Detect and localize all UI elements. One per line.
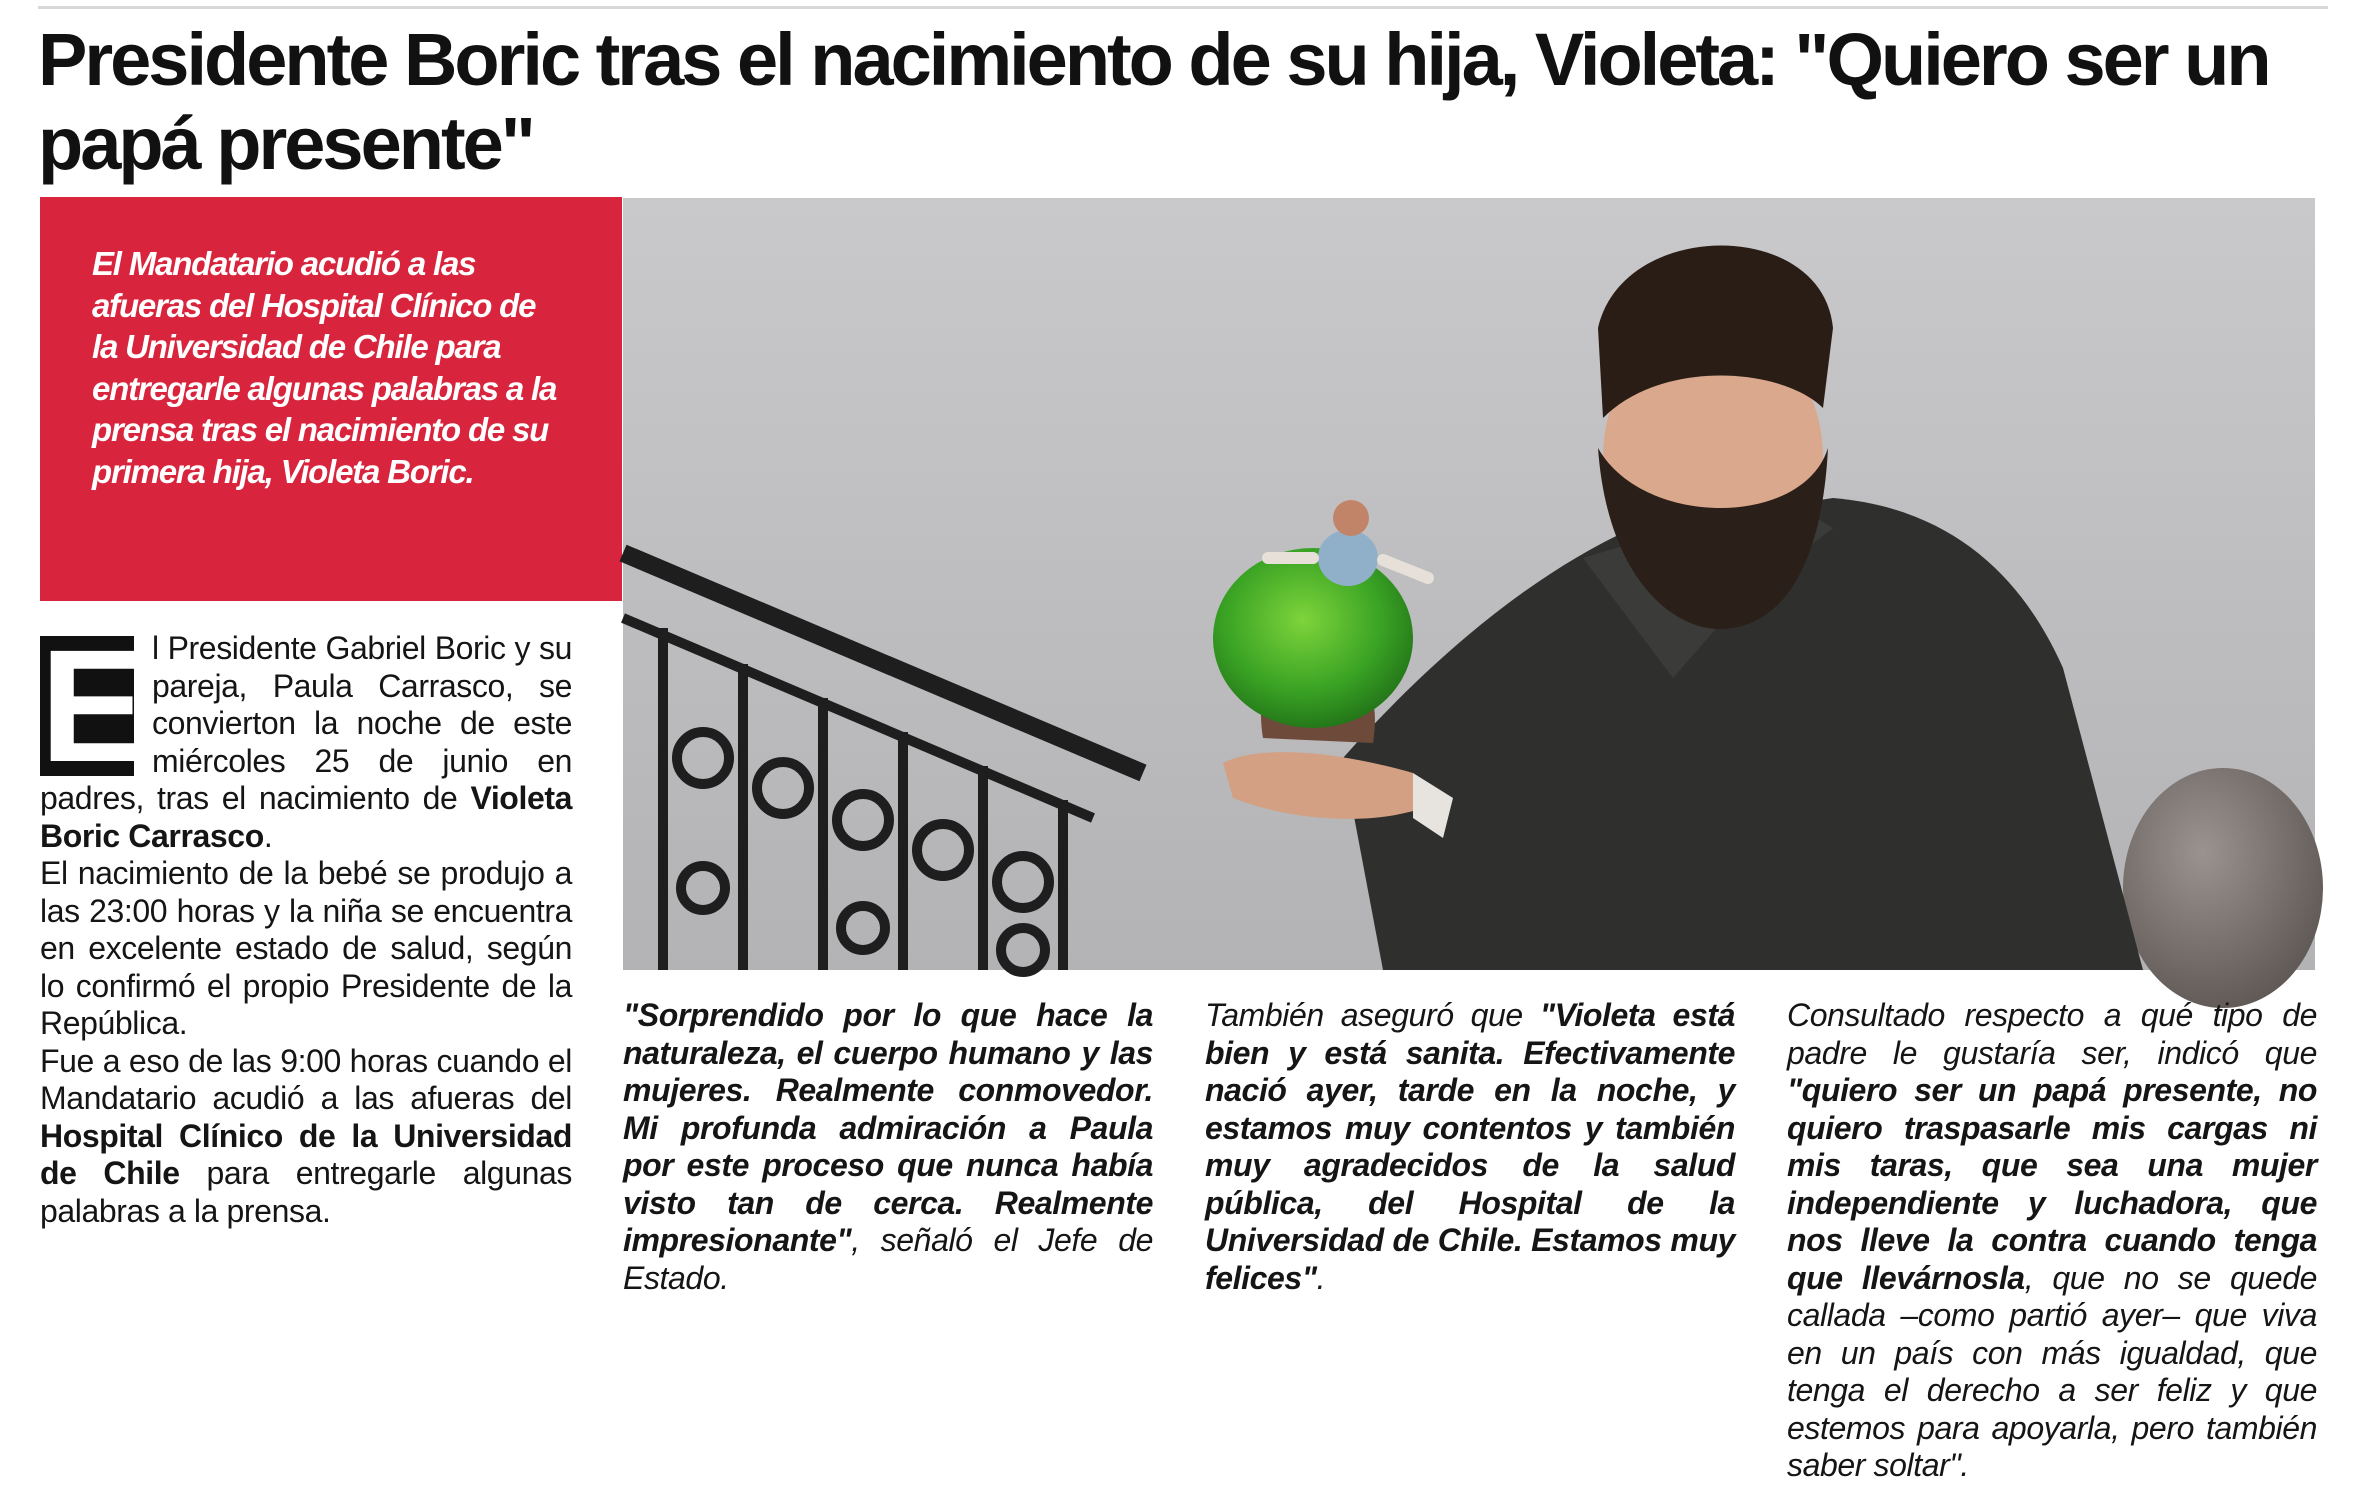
drop-cap: E	[40, 616, 147, 795]
stone-ball	[2123, 768, 2323, 1008]
article-photo	[623, 198, 2315, 970]
article-column-2	[623, 997, 1153, 1297]
top-rule	[38, 6, 2328, 9]
paragraph-5: También aseguró que "Violeta está bien y está sanita. Efectivamente nació ayer, tarde en la noche, y estamos muy contentos y también muy agradecidos de la salud pública, del Hospital de la Universidad de Chile. Estamos muy felices".	[1205, 997, 1735, 1296]
lead-text: El Mandatario acudió a las afueras del Hospital Clínico de la Universidad de Chile para entregarle algunas palabras a la prensa tras el nacimiento de su primera hija, Violeta Boric.	[92, 245, 557, 490]
paragraph-2: El nacimiento de la bebé se produjo a las 23:00 horas y la niña se encuentra en excelente estado de salud, según lo confirmó el propio Presidente de la República.	[40, 855, 572, 1041]
paragraph-1: E l Presidente Gabriel Boric y su pareja, Paula Carrasco, se convierton la noche de este miércoles 25 de junio en padres, tras el nacimiento de Violeta Boric Carrasco.	[40, 616, 572, 854]
article-column-4	[1787, 997, 2317, 1485]
figurine-doll	[1318, 530, 1378, 586]
lead-box	[40, 197, 622, 601]
paragraph-3: Fue a eso de las 9:00 horas cuando el Mandatario acudió a las afueras del Hospital Clínico de la Universidad de Chile para entregarle algunas palabras a la prensa.	[40, 1042, 572, 1229]
article-column-1	[40, 616, 572, 1230]
figurine-green-wool	[1213, 548, 1413, 728]
paragraph-6: Consultado respecto a qué tipo de padre le gustaría ser, indicó que "quiero ser un papá presente, no quiero traspasarle mis cargas ni mis taras, que sea una mujer independiente y luchadora, que nos lleve la contra cuando tenga que llevárnosla, que no se quede callada –como partió ayer– que viva en un país con más igualdad, que tenga el derecho a ser feliz y que estemos para apoyarla, pero también saber soltar".	[1787, 997, 2317, 1483]
headline: Presidente Boric tras el nacimiento de su hija, Violeta: "Quiero ser un papá presente"	[38, 18, 2269, 185]
paragraph-4: "Sorprendido por lo que hace la naturaleza, el cuerpo humano y las mujeres. Realmente conmovedor. Mi profunda admiración a Paula por este proceso que nunca había visto tan de cerca. Realmente impresionante", señaló el Jefe de Estado.	[623, 997, 1153, 1296]
article-column-3	[1205, 997, 1735, 1297]
